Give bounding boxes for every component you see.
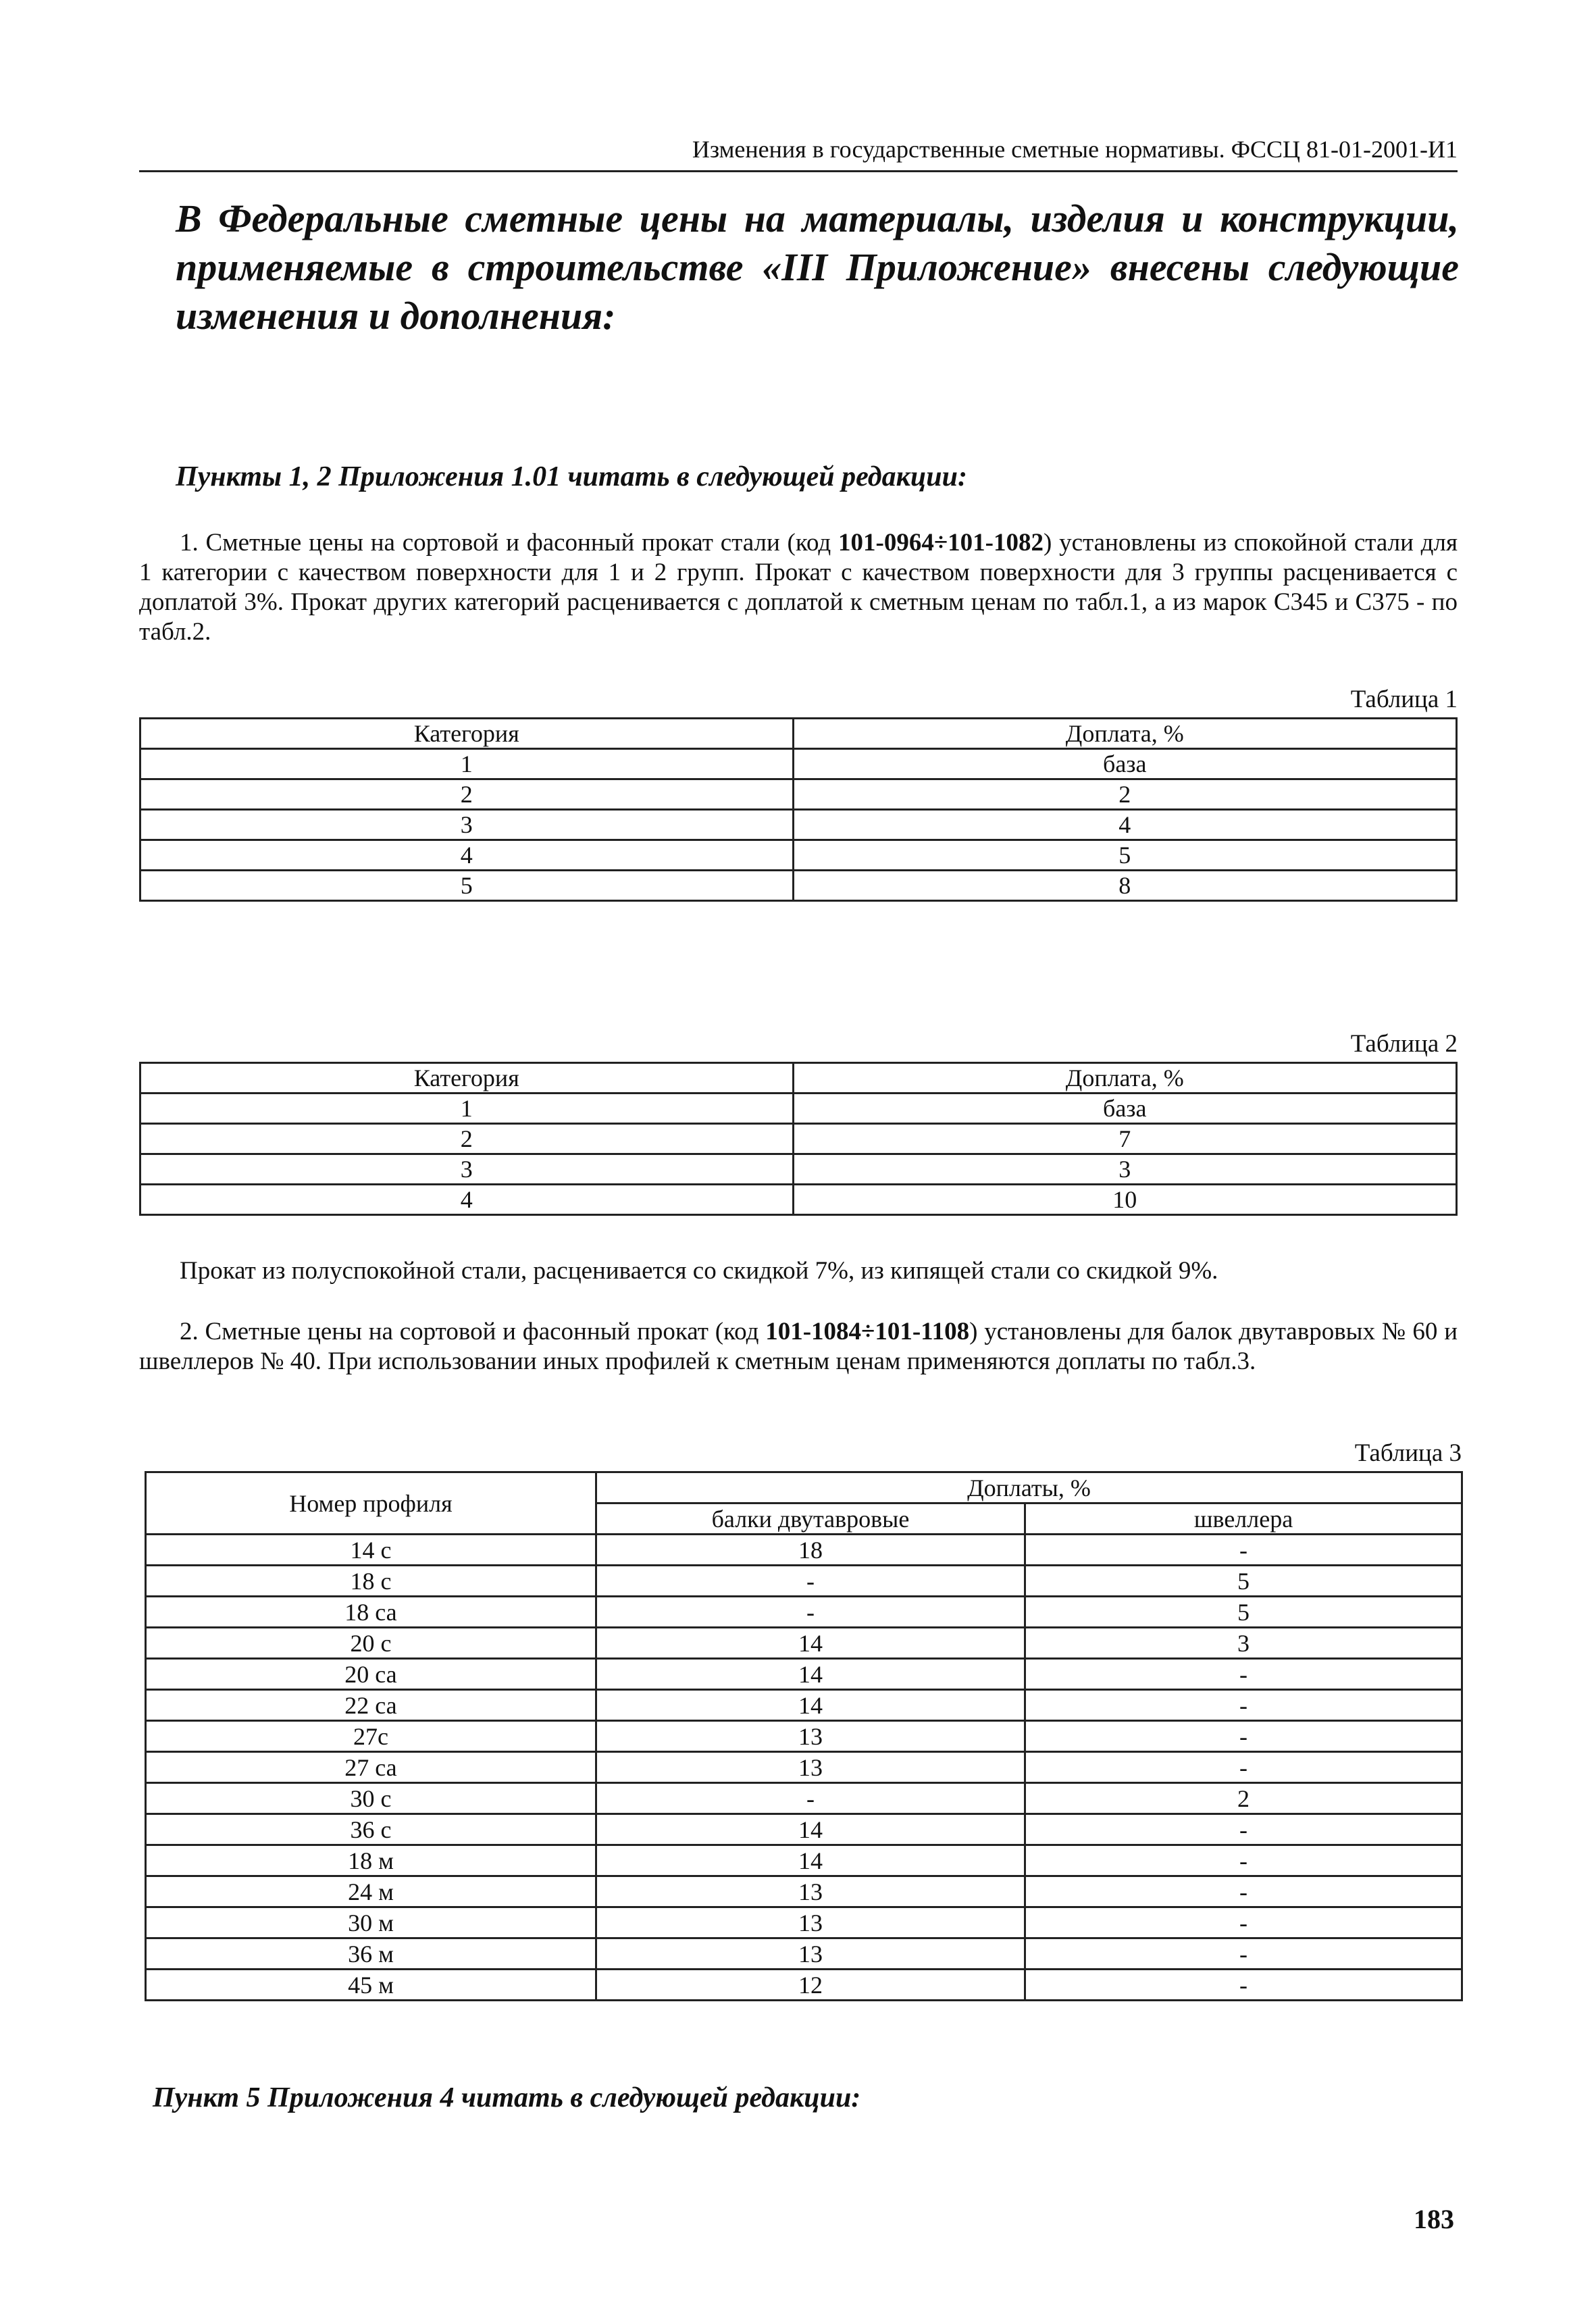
table-1-caption: Таблица 1 [1350,686,1458,713]
paragraph-2-suffix: ) установлены для балок двутавровых № 60 и швеллеров № 40. При использовании иных профилей к сметным ценам применяются доплаты по табл.3. [139,1318,1458,1375]
paragraph-1-prefix: 1. Сметные цены на сортовой и фасонный прокат стали (код [180,529,839,557]
table-cell: - [1025,1659,1462,1690]
paragraph-1 [139,528,1458,647]
table-cell: 20 с [146,1628,596,1659]
table-cell: 2 [1025,1783,1462,1814]
table-header-cell: Доплата, % [793,719,1456,749]
table-cell: - [1025,1845,1462,1876]
paragraph-2-prefix: 2. Сметные цены на сортовой и фасонный прокат (код [180,1318,766,1345]
table-row [146,1721,1462,1752]
page-number: 183 [1414,2204,1454,2234]
table-cell: 3 [1025,1628,1462,1659]
table-cell: 13 [596,1876,1025,1907]
table-cell: - [1025,1690,1462,1721]
table-3-subheader-beams: балки двутавровые [596,1503,1025,1535]
paragraph-1-code: 101-0964÷101-1082 [838,529,1044,557]
paragraph-semikilled-text: Прокат из полуспокойной стали, расценивается со скидкой 7%, из кипящей стали со скидкой 9%. [180,1257,1218,1285]
table-cell: - [596,1597,1025,1628]
table-row [146,1845,1462,1876]
table-row [140,871,1457,901]
paragraph-1-suffix: ) установлены из спокойной стали для 1 категории с качеством поверхности для 1 и 2 групп. Прокат с качеством поверхности для 3 группы расценивается с доплатой 3%. Прокат других категорий расценивается с доплатой к сметным ценам по табл.1, а из марок С345 и С375 - по табл.2. [139,529,1458,646]
table-row [146,1535,1462,1566]
table-row [146,1566,1462,1597]
table-header-row [140,719,1457,749]
table-cell: - [596,1783,1025,1814]
table-cell: 7 [793,1124,1456,1154]
table-cell: 24 м [146,1876,596,1907]
table-row [140,1154,1457,1185]
table-row [146,1597,1462,1628]
table-cell: - [1025,1752,1462,1783]
table-cell: 14 [596,1659,1025,1690]
table-cell: 5 [140,871,794,901]
paragraph-2 [139,1317,1458,1377]
table-cell: 3 [793,1154,1456,1185]
table-cell: 18 [596,1535,1025,1566]
table-cell: 3 [140,810,794,840]
table-cell: - [596,1566,1025,1597]
table-row [140,1185,1457,1215]
table-3-header-profile: Номер профиля [146,1472,596,1535]
table-cell: 14 [596,1628,1025,1659]
table-cell: 1 [140,1094,794,1124]
table-cell: 30 с [146,1783,596,1814]
section-heading-5: Пункт 5 Приложения 4 читать в следующей редакции: [153,2082,861,2113]
table-cell: 2 [140,779,794,810]
table-cell: 13 [596,1721,1025,1752]
table-cell: 36 м [146,1938,596,1970]
table-cell: 20 са [146,1659,596,1690]
table-row [146,1876,1462,1907]
table-cell: 22 са [146,1690,596,1721]
table-cell: 30 м [146,1907,596,1938]
table-row [146,1970,1462,2001]
table-row [140,1094,1457,1124]
table-cell: 3 [140,1154,794,1185]
table-cell: 1 [140,749,794,779]
document-title: В Федеральные сметные цены на материалы, изделия и конструкции, применяемые в строительстве «III Приложение» внесены следующие изменения и дополнения: [176,197,1459,338]
paragraph-2-code: 101-1084÷101-1108 [765,1318,970,1345]
table-cell: 45 м [146,1970,596,2001]
table-cell: 4 [140,1185,794,1215]
table-row [146,1938,1462,1970]
table-header-cell: Категория [140,719,794,749]
table-cell: 14 [596,1845,1025,1876]
section-heading-1: Пункты 1, 2 Приложения 1.01 читать в следующей редакции: [176,461,967,492]
table-cell: 4 [793,810,1456,840]
table-row [146,1783,1462,1814]
table-2-caption: Таблица 2 [1350,1030,1458,1058]
table-cell: 10 [793,1185,1456,1215]
table-cell: - [1025,1938,1462,1970]
table-cell: - [1025,1970,1462,2001]
table-cell: база [793,749,1456,779]
table-cell: 5 [1025,1566,1462,1597]
table-cell: 5 [793,840,1456,871]
table-cell: 27 са [146,1752,596,1783]
table-1 [139,717,1458,902]
table-row [146,1659,1462,1690]
table-cell: 18 с [146,1566,596,1597]
table-row [140,779,1457,810]
table-cell: 13 [596,1938,1025,1970]
table-row [140,810,1457,840]
table-row [140,749,1457,779]
table-cell: 2 [793,779,1456,810]
table-cell: 5 [1025,1597,1462,1628]
table-row [146,1628,1462,1659]
table-row [140,1124,1457,1154]
table-header-row [140,1063,1457,1094]
table-cell: 13 [596,1752,1025,1783]
table-header-cell: Категория [140,1063,794,1094]
paragraph-semikilled [139,1256,1458,1286]
table-cell: 14 [596,1690,1025,1721]
table-header-cell: Доплата, % [793,1063,1456,1094]
table-cell: 12 [596,1970,1025,2001]
table-cell: 8 [793,871,1456,901]
table-cell: 18 м [146,1845,596,1876]
table-cell: - [1025,1535,1462,1566]
table-cell: - [1025,1876,1462,1907]
table-row [146,1814,1462,1845]
table-row [140,840,1457,871]
table-3 [145,1471,1463,2001]
table-row [146,1752,1462,1783]
table-cell: 2 [140,1124,794,1154]
table-cell: - [1025,1721,1462,1752]
table-cell: 14 [596,1814,1025,1845]
table-cell: 14 с [146,1535,596,1566]
table-3-subheader-channels: швеллера [1025,1503,1462,1535]
table-cell: - [1025,1814,1462,1845]
running-header: Изменения в государственные сметные нормативы. ФССЦ 81-01-2001-И1 [139,134,1458,172]
table-cell: 36 с [146,1814,596,1845]
table-cell: - [1025,1907,1462,1938]
table-cell: база [793,1094,1456,1124]
table-3-caption: Таблица 3 [1354,1439,1462,1467]
table-3-header-group: Доплаты, % [596,1472,1462,1503]
table-2 [139,1062,1458,1216]
table-cell: 18 са [146,1597,596,1628]
table-row [146,1690,1462,1721]
table-cell: 4 [140,840,794,871]
table-cell: 13 [596,1907,1025,1938]
table-cell: 27с [146,1721,596,1752]
table-row [146,1907,1462,1938]
